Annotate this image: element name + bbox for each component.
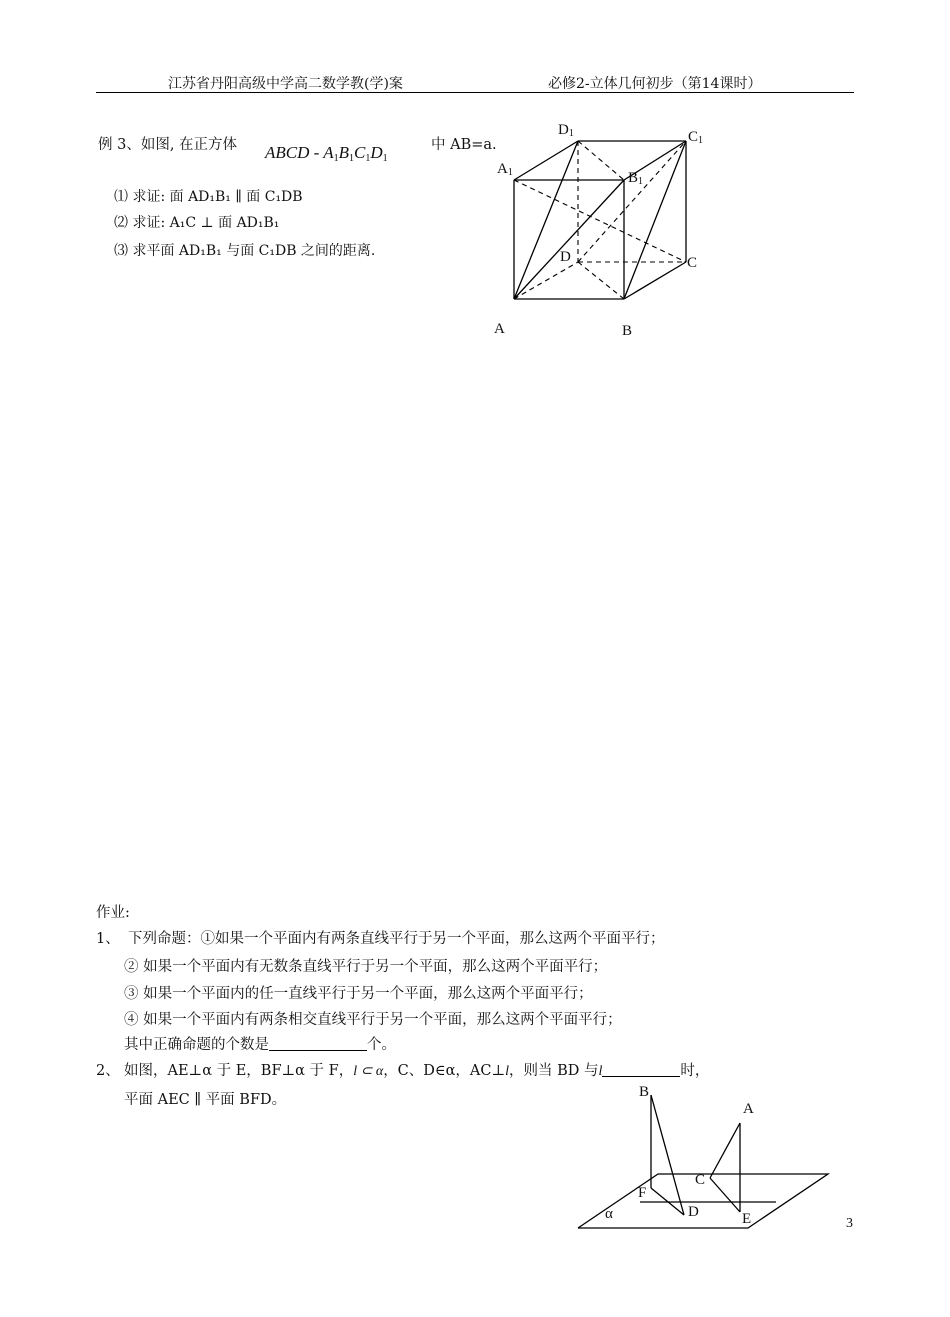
cube-label-a1: $A_1$ [497, 161, 513, 178]
cube-label-b: B [622, 323, 633, 339]
formula-sub: 1 [333, 153, 339, 164]
page-number: 3 [846, 1216, 853, 1231]
formula-sub: 1 [349, 153, 355, 164]
plane-label-e: E [742, 1211, 752, 1227]
formula-part: C [354, 143, 366, 162]
cube-label-d1: $D_1$ [558, 122, 574, 139]
line-l-symbol: l [598, 1064, 603, 1079]
problem-text: ，C、D∈α，AC⊥ [383, 1063, 506, 1079]
homework-title: 作业: [96, 905, 130, 921]
example3-question-3: ⑶ 求平面 AD₁B₁ 与面 C₁DB 之间的距离. [114, 243, 376, 259]
formula-sub: 1 [382, 153, 388, 164]
homework-2-line-2: 平面 AEC ∥ 平面 BFD。 [124, 1092, 287, 1108]
problem-text: 时， [680, 1063, 710, 1079]
plane-label-alpha: α [605, 1206, 613, 1222]
subset-formula: l ⊂ α [353, 1064, 384, 1079]
homework-1-number: 1、 [96, 931, 120, 947]
problem-text: ，则当 BD 与 [509, 1063, 599, 1079]
plane-label-f: F [638, 1185, 647, 1201]
plane-label-b: B [639, 1084, 650, 1100]
example3-intro: 例 3、如图, 在正方体 [98, 137, 238, 153]
cube-label-d: D [560, 249, 571, 265]
line-l-symbol: l [505, 1064, 510, 1079]
formula-part: ABCD - A [265, 143, 334, 162]
cube-label-b1: $B_1$ [628, 170, 644, 187]
example3-tail: 中 AB=a. [431, 137, 497, 153]
cube-label-c1: $C_1$ [688, 129, 704, 146]
homework-1-line-1: 下列命题：①如果一个平面内有两条直线平行于另一个平面，那么这两个平面平行； [128, 931, 665, 947]
header-left: 江苏省丹阳高级中学高二数学教(学)案 [168, 76, 403, 92]
homework-1-line-2: ② 如果一个平面内有无数条直线平行于另一个平面，那么这两个平面平行； [124, 959, 608, 975]
answer-suffix: 个。 [367, 1037, 396, 1053]
homework-1-line-3: ③ 如果一个平面内的任一直线平行于另一个平面，那么这两个平面平行； [124, 986, 593, 1002]
cube-label-a: A [494, 321, 505, 337]
formula-part: B [338, 143, 350, 162]
example3-question-2: ⑵ 求证: A₁C ⊥ 面 AD₁B₁ [114, 215, 280, 231]
cube-label-c: C [687, 255, 698, 271]
formula-sub: 1 [365, 153, 371, 164]
homework-1-line-4: ④ 如果一个平面内有两条相交直线平行于另一个平面，那么这两个平面平行； [124, 1012, 622, 1028]
homework-2-number: 2、 [96, 1063, 120, 1079]
problem-text: 如图，AE⊥α 于 E，BF⊥α 于 F， [124, 1063, 354, 1079]
plane-label-a: A [743, 1101, 754, 1117]
plane-label-c: C [695, 1172, 706, 1188]
answer-prompt: 其中正确命题的个数是 [124, 1037, 269, 1053]
formula-part: D [370, 143, 383, 162]
example3-question-1: ⑴ 求证: 面 AD₁B₁ ∥ 面 C₁DB [114, 189, 303, 205]
header-right: 必修2-立体几何初步（第14课时） [548, 76, 762, 92]
plane-label-d: D [688, 1204, 699, 1220]
